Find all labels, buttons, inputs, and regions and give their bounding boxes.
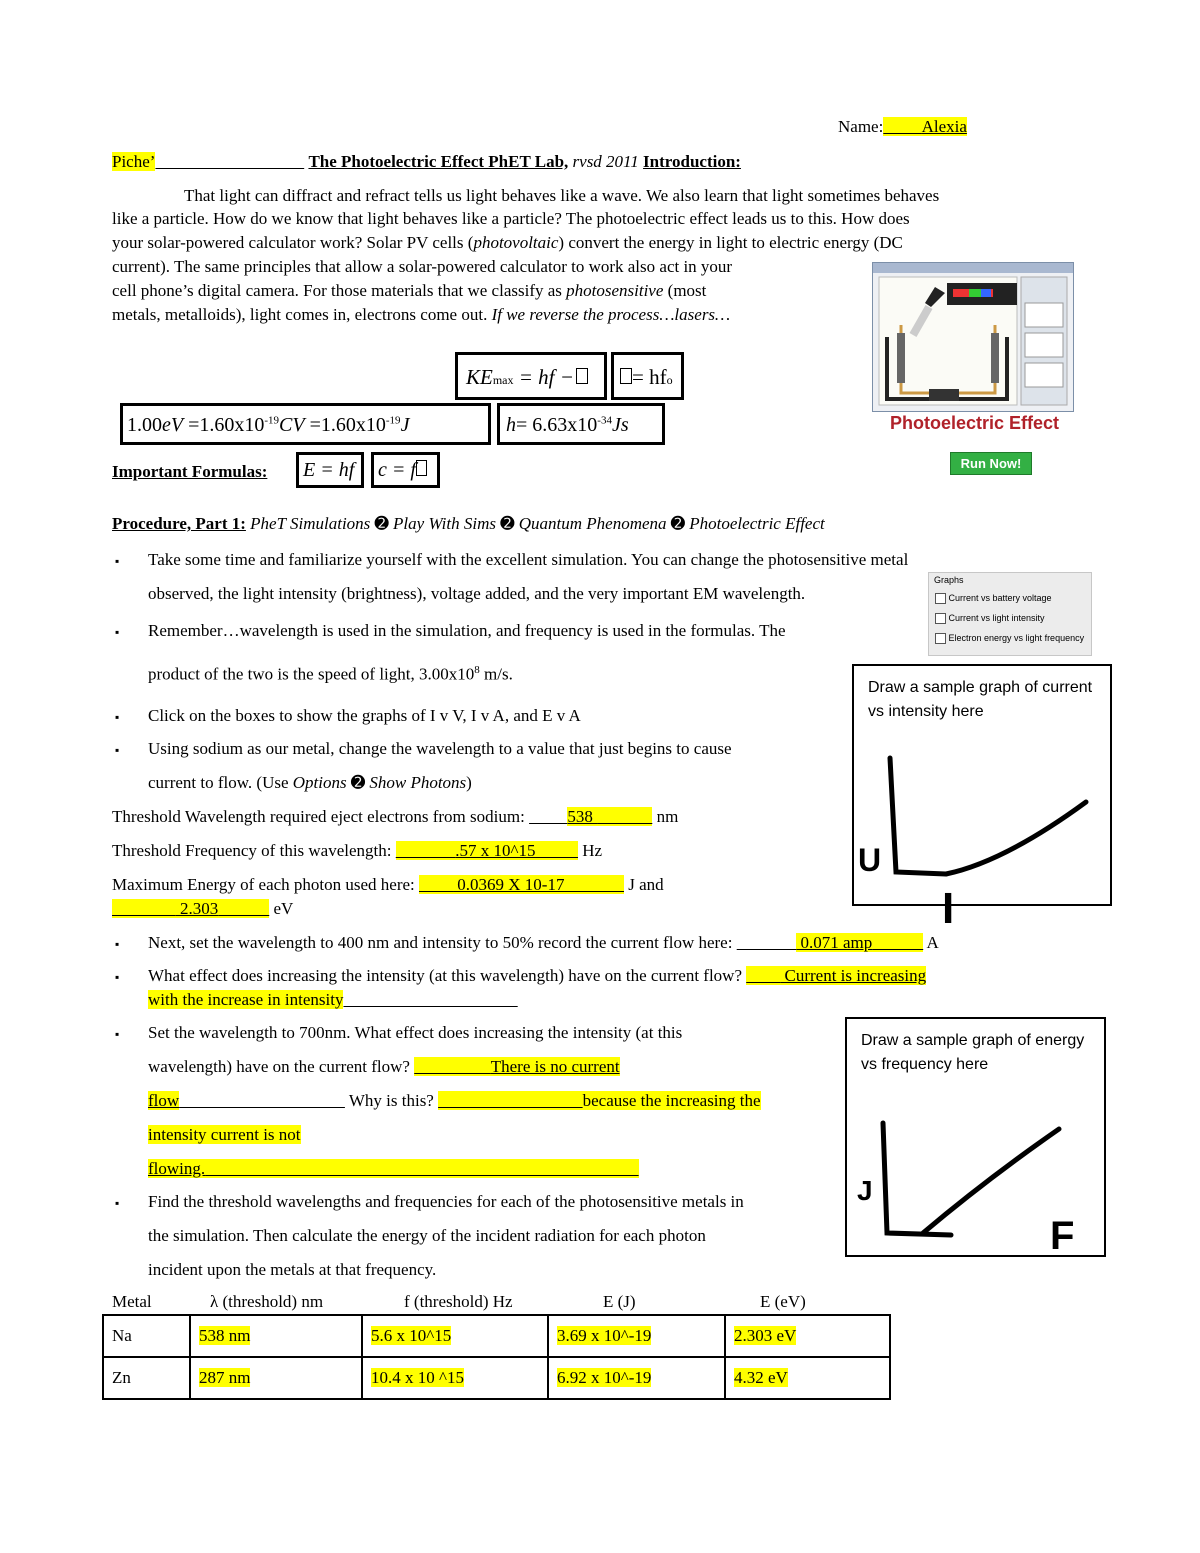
metals-table — [102, 1314, 891, 1400]
arrow-icon: ➋ — [670, 514, 686, 533]
why-answer-end[interactable]: flowing. — [148, 1159, 639, 1178]
table-cell: Zn — [103, 1357, 190, 1399]
ke-rest: = hf − — [513, 365, 574, 389]
intro-text: your solar-powered calculator work? Solar PV cells ( — [112, 233, 474, 252]
col-header-wavelength: λ (threshold) nm — [210, 1292, 324, 1311]
formula-ev-box — [120, 403, 491, 445]
phi-glyph — [620, 368, 632, 384]
intro-label: Introduction: — [643, 152, 741, 171]
cell-answer: 10.4 x 10 ^15 — [371, 1368, 464, 1387]
cell-answer: 6.92 x 10^-19 — [557, 1368, 652, 1387]
formula-phi-box — [611, 352, 684, 400]
intensity-effect-answer-cont[interactable]: with the increase in intensity — [148, 990, 344, 1009]
teacher-blank — [155, 152, 304, 171]
intro-text: ) convert the energy in light to electric energy (DC — [558, 233, 903, 252]
question-text: wavelength) have on the current flow? — [148, 1057, 415, 1076]
col-header-energy-j: E (J) — [603, 1292, 636, 1311]
answer-unit: nm — [652, 807, 679, 826]
bullet-2-line-1: Remember…wavelength is used in the simulation, and frequency is used in the formulas. The — [148, 621, 786, 640]
cell-answer: 538 nm — [199, 1326, 251, 1345]
menu-path-item: Options — [292, 773, 347, 792]
ev-exponent: -19 — [385, 414, 401, 427]
arrow-icon: ➋ — [350, 773, 366, 792]
question-text: What effect does increasing the intensity (at this wavelength) have on the current flow? — [148, 966, 747, 985]
blank-line — [737, 933, 797, 952]
table-cell[interactable] — [190, 1357, 362, 1399]
cell-answer: 287 nm — [199, 1368, 251, 1387]
no-current-answer-cont[interactable]: flow — [148, 1091, 180, 1110]
bullet-1-line-1: Take some time and familiarize yourself with the excellent simulation. You can change the photosensitive metal — [148, 550, 909, 569]
graph-option-row[interactable] — [935, 633, 1084, 644]
ke-subscript: max — [492, 373, 514, 387]
table-row — [103, 1315, 890, 1357]
formula-c-f-box — [371, 452, 440, 488]
ev-text: =1.60x10 — [183, 414, 265, 436]
bullet-7-line-5 — [148, 1159, 639, 1179]
blank-line — [529, 807, 567, 826]
bullet-8-line-2: the simulation. Then calculate the energy of the incident radiation for each photon — [148, 1226, 706, 1245]
bullet-icon: ▪ — [115, 554, 120, 568]
intensity-effect-answer[interactable]: Current is increasing — [746, 966, 926, 985]
use-text: ) — [466, 773, 472, 792]
ev-text: =1.60x10 — [304, 414, 386, 436]
graph-2-x-letter: F — [1050, 1214, 1075, 1258]
title-line — [112, 152, 741, 172]
table-cell[interactable] — [190, 1315, 362, 1357]
bullet-icon: ▪ — [115, 743, 120, 757]
speed-text: product of the two is the speed of light, 3.00x10 — [148, 664, 475, 684]
current-flow-answer[interactable]: 0.071 amp — [796, 933, 923, 952]
answer-label: Threshold Frequency of this wavelength: — [112, 841, 396, 860]
name-label: Name: — [838, 117, 884, 136]
run-now-button[interactable]: Run Now! — [950, 452, 1032, 475]
doc-title: The Photoelectric Effect PhET Lab, — [308, 152, 569, 171]
table-row — [103, 1357, 890, 1399]
cell-answer: 5.6 x 10^15 — [371, 1326, 452, 1345]
menu-path-item: PheT Simulations — [250, 514, 371, 533]
max-energy-answer[interactable]: 0.0369 X 10-17 — [419, 875, 624, 894]
ev-text: eV — [162, 414, 184, 436]
formula-e-hf-box — [296, 452, 364, 488]
lambda-glyph — [416, 460, 427, 476]
bullet-7-line-4 — [148, 1125, 301, 1145]
arrow-icon: ➋ — [374, 514, 389, 533]
graph-2-label: Draw a sample graph of energy vs frequency here — [861, 1032, 1085, 1073]
graph-1-x-letter: I — [942, 884, 955, 933]
bullet-2-line-2 — [148, 664, 513, 685]
bullet-icon: ▪ — [115, 710, 120, 724]
max-energy-ev-answer[interactable]: 2.303 — [112, 899, 269, 918]
table-cell[interactable] — [725, 1357, 890, 1399]
graphs-panel — [928, 572, 1092, 656]
graph-option-row[interactable] — [935, 593, 1052, 604]
bullet-7-line-3 — [148, 1091, 761, 1111]
phi-glyph — [576, 368, 588, 384]
answer-unit: eV — [269, 899, 294, 918]
intro-text: (most — [663, 281, 707, 300]
bullet-4-line-2 — [148, 773, 472, 793]
graph-current-vs-intensity[interactable] — [852, 664, 1112, 906]
planck-exponent: -34 — [597, 414, 612, 427]
graph-option-label: Current vs light intensity — [948, 613, 1045, 623]
question-text: Next, set the wavelength to 400 nm and intensity to 50% record the current flow here: — [148, 933, 737, 952]
teacher-name: Piche’ — [112, 152, 156, 171]
bullet-5 — [148, 933, 939, 953]
why-answer-cont[interactable]: intensity current is not — [148, 1125, 301, 1144]
ev-text: 1.00 — [127, 414, 162, 436]
procedure-heading — [112, 514, 825, 534]
graphs-panel-title: Graphs — [934, 575, 964, 585]
menu-path-item: Quantum Phenomena — [518, 514, 667, 533]
name-line — [838, 117, 967, 137]
bullet-7-line-2 — [148, 1057, 620, 1077]
intro-line-3 — [112, 233, 903, 253]
bullet-8-line-3: incident upon the metals at that frequency. — [148, 1260, 437, 1279]
phi-subscript: o — [666, 373, 673, 387]
intro-line-5 — [112, 281, 706, 301]
planck-value: = 6.63x10 — [516, 414, 598, 436]
graph-1-label: Draw a sample graph of current vs intensity here — [868, 679, 1093, 720]
bullet-icon: ▪ — [115, 1027, 120, 1041]
ev-text: CV — [279, 414, 305, 436]
max-energy-line — [112, 875, 664, 895]
important-formulas-label: Important Formulas: — [112, 462, 268, 481]
answer-label: Maximum Energy of each photon used here: — [112, 875, 420, 894]
bullet-6-line-1 — [148, 966, 926, 986]
planck-unit: Js — [611, 414, 629, 436]
question-text: Why is this? — [344, 1091, 439, 1110]
answer-unit: J and — [623, 875, 664, 894]
checkbox-icon[interactable] — [935, 613, 946, 624]
graph-2-y-letter: J — [857, 1175, 873, 1206]
intro-text: cell phone’s digital camera. For those materials that we classify as — [112, 281, 567, 300]
sim-preview-illustration — [873, 263, 1073, 411]
sim-screenshot[interactable] — [872, 262, 1074, 412]
threshold-wavelength-line — [112, 807, 678, 827]
cell-answer: 2.303 eV — [734, 1326, 797, 1345]
arrow-icon: ➋ — [500, 514, 515, 533]
e-hf-formula: E = hf — [303, 459, 355, 481]
col-header-metal: Metal — [112, 1292, 152, 1311]
intro-emph: photovoltaic — [473, 233, 559, 252]
bullet-7-line-1: Set the wavelength to 700nm. What effect does increasing the intensity (at this — [148, 1023, 683, 1042]
cell-answer: 3.69 x 10^-19 — [557, 1326, 652, 1345]
graph-option-label: Electron energy vs light frequency — [948, 633, 1085, 643]
graph-option-row[interactable] — [935, 613, 1045, 624]
answer-unit: A — [923, 933, 939, 952]
speed-unit: m/s. — [479, 664, 513, 684]
intro-emph: photosensitive — [566, 281, 664, 300]
blank-line — [179, 1091, 345, 1110]
phi-formula: = hf — [632, 365, 667, 389]
checkbox-icon[interactable] — [935, 593, 946, 604]
ev-exponent: -19 — [264, 414, 280, 427]
intro-line-6 — [112, 305, 730, 325]
bullet-1-line-2: observed, the light intensity (brightness), voltage added, and the very important EM wavelength. — [148, 584, 806, 603]
ke-symbol: KE — [466, 365, 493, 389]
course-code: rvsd 2011 — [572, 152, 639, 171]
max-energy-ev-line — [112, 899, 293, 919]
graph-1-y-letter: U — [858, 842, 882, 878]
menu-path-item: Play With Sims — [393, 514, 496, 533]
sim-title: Photoelectric Effect — [890, 413, 1060, 433]
table-cell[interactable] — [548, 1357, 725, 1399]
why-answer[interactable] — [438, 1091, 583, 1110]
intro-line-4: current). The same principles that allow a solar-powered calculator to work also act in your — [112, 257, 733, 276]
no-current-answer[interactable]: There is no current — [414, 1057, 619, 1076]
ev-text: J — [400, 414, 410, 436]
bullet-8-line-1: Find the threshold wavelengths and frequencies for each of the photosensitive metals in — [148, 1192, 744, 1211]
name-value[interactable]: Alexia — [883, 117, 967, 136]
c-f-formula: c = f — [378, 459, 416, 481]
table-cell[interactable] — [362, 1315, 548, 1357]
planck-symbol: h — [506, 414, 516, 436]
use-text: current to flow. (Use — [148, 773, 293, 792]
blank-line — [343, 990, 517, 1009]
cell-answer: 4.32 eV — [734, 1368, 788, 1387]
why-answer-text[interactable]: because the increasing the — [582, 1091, 761, 1110]
bullet-3: Click on the boxes to show the graphs of I v V, I v A, and E v A — [148, 706, 581, 725]
bullet-icon: ▪ — [115, 970, 120, 984]
bullet-icon: ▪ — [115, 625, 120, 639]
threshold-frequency-line — [112, 841, 602, 861]
graph-option-label: Current vs battery voltage — [948, 593, 1052, 603]
graph-1-sketch — [854, 666, 1110, 904]
answer-label: Threshold Wavelength required eject electrons from sodium: — [112, 807, 530, 826]
answer-unit: Hz — [582, 841, 603, 860]
checkbox-icon[interactable] — [935, 633, 946, 644]
col-header-frequency: f (threshold) Hz — [404, 1292, 513, 1311]
bullet-icon: ▪ — [115, 1196, 120, 1210]
intro-line-2: like a particle. How do we know that light behaves like a particle? The photoelectric effect leads us to this. How does — [112, 209, 910, 228]
table-cell[interactable] — [548, 1315, 725, 1357]
intro-text: metals, metalloids), light comes in, electrons come out. — [112, 305, 492, 324]
bullet-6-line-2 — [148, 990, 518, 1010]
table-cell[interactable] — [362, 1357, 548, 1399]
intro-line-1: That light can diffract and refract tells us light behaves like a wave. We also learn that light sometimes behaves — [184, 186, 940, 205]
col-header-energy-ev: E (eV) — [760, 1292, 806, 1311]
table-cell[interactable] — [725, 1315, 890, 1357]
threshold-frequency-answer[interactable]: .57 x 10^15 — [396, 841, 578, 860]
formula-planck-box — [497, 403, 665, 445]
menu-path-item: Photoelectric Effect — [689, 514, 825, 533]
menu-path-item: Show Photons — [369, 773, 467, 792]
speed-exponent: 8 — [474, 664, 480, 676]
threshold-wavelength-answer[interactable]: 538 — [567, 807, 652, 826]
bullet-4-line-1: Using sodium as our metal, change the wavelength to a value that just begins to cause — [148, 739, 732, 758]
intro-emph: If we reverse the process…lasers… — [491, 305, 731, 324]
procedure-label: Procedure, Part 1: — [112, 514, 246, 533]
bullet-icon: ▪ — [115, 937, 120, 951]
formula-ke-box — [455, 352, 607, 400]
table-cell: Na — [103, 1315, 190, 1357]
